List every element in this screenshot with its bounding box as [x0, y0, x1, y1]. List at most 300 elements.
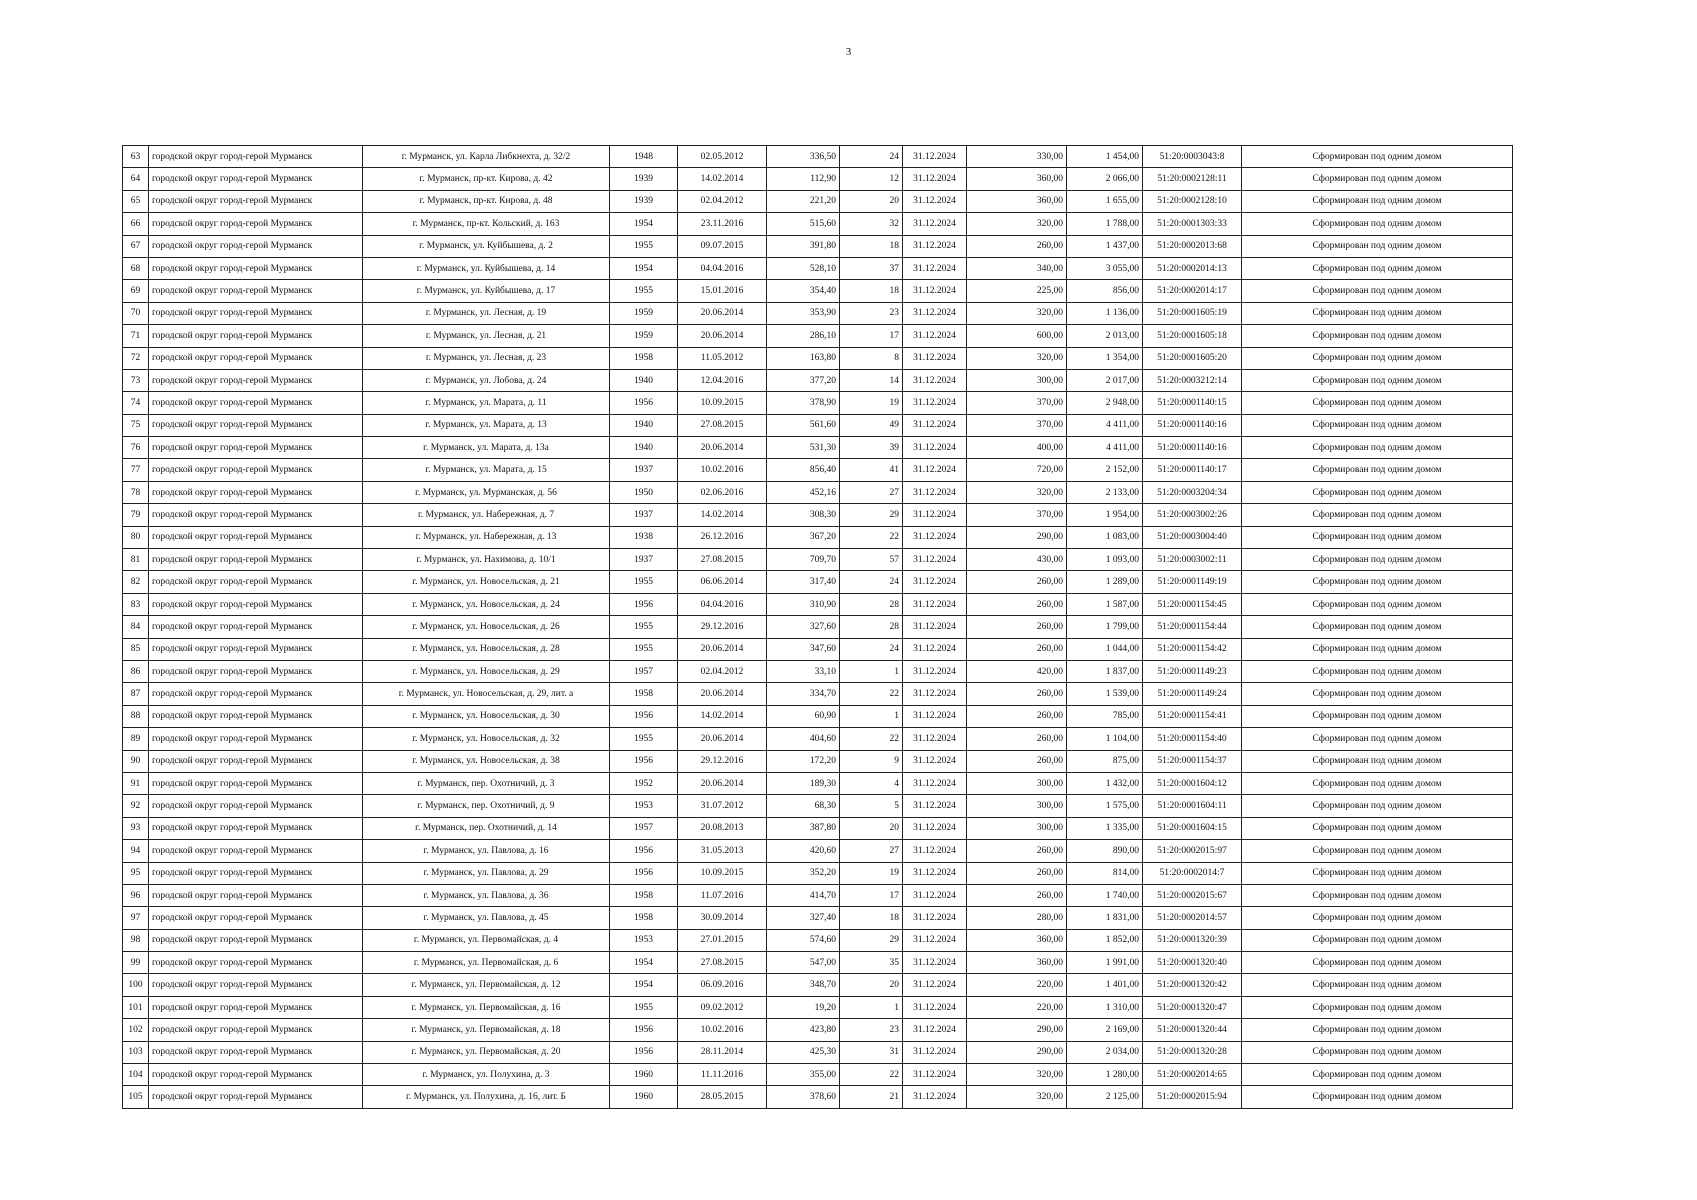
decision-date-cell: 20.06.2014	[678, 437, 767, 459]
land-area-cell: 1 587,00	[1067, 593, 1143, 615]
table-row	[123, 347, 1513, 369]
cadastral-number-cell: 51:20:0002128:11	[1143, 168, 1242, 190]
value-cell: 340,00	[967, 257, 1067, 279]
value-cell: 400,00	[967, 437, 1067, 459]
residents-count-cell: 21	[840, 1086, 903, 1108]
row-number: 63	[123, 146, 149, 168]
address-cell: г. Мурманск, ул. Новосельская, д. 32	[363, 728, 610, 750]
table-row	[123, 907, 1513, 929]
value-cell: 370,00	[967, 392, 1067, 414]
cadastral-number-cell: 51:20:0001154:40	[1143, 728, 1242, 750]
address-cell: г. Мурманск, ул. Новосельская, д. 30	[363, 705, 610, 727]
cadastral-number-cell: 51:20:0001604:15	[1143, 817, 1242, 839]
land-area-cell: 3 055,00	[1067, 257, 1143, 279]
cadastral-number-cell: 51:20:0002015:67	[1143, 884, 1242, 906]
table-row	[123, 1019, 1513, 1041]
row-number: 81	[123, 549, 149, 571]
residents-count-cell: 20	[840, 974, 903, 996]
address-cell: г. Мурманск, ул. Лесная, д. 19	[363, 302, 610, 324]
year-built-cell: 1954	[610, 974, 678, 996]
decision-date-cell: 02.04.2012	[678, 190, 767, 212]
decision-date-cell: 30.09.2014	[678, 907, 767, 929]
row-number: 78	[123, 481, 149, 503]
value-cell: 220,00	[967, 974, 1067, 996]
decision-date-cell: 10.09.2015	[678, 862, 767, 884]
land-area-cell: 1 831,00	[1067, 907, 1143, 929]
cadastral-number-cell: 51:20:0001303:33	[1143, 213, 1242, 235]
deadline-cell: 31.12.2024	[903, 168, 967, 190]
row-number: 84	[123, 616, 149, 638]
area-cell: 425,30	[767, 1041, 840, 1063]
row-number: 101	[123, 996, 149, 1018]
address-cell: г. Мурманск, ул. Новосельская, д. 29, лит. а	[363, 683, 610, 705]
row-number: 66	[123, 213, 149, 235]
land-area-cell: 1 575,00	[1067, 795, 1143, 817]
note-cell: Сформирован под одним домом	[1242, 257, 1513, 279]
land-area-cell: 4 411,00	[1067, 437, 1143, 459]
address-cell: г. Мурманск, ул. Лобова, д. 24	[363, 369, 610, 391]
value-cell: 360,00	[967, 952, 1067, 974]
table-row	[123, 660, 1513, 682]
cadastral-number-cell: 51:20:0001140:16	[1143, 414, 1242, 436]
value-cell: 290,00	[967, 1019, 1067, 1041]
land-area-cell: 890,00	[1067, 840, 1143, 862]
table-row	[123, 280, 1513, 302]
decision-date-cell: 14.02.2014	[678, 504, 767, 526]
note-cell: Сформирован под одним домом	[1242, 168, 1513, 190]
row-number: 90	[123, 750, 149, 772]
value-cell: 320,00	[967, 302, 1067, 324]
year-built-cell: 1954	[610, 952, 678, 974]
year-built-cell: 1956	[610, 750, 678, 772]
value-cell: 260,00	[967, 683, 1067, 705]
land-area-cell: 2 017,00	[1067, 369, 1143, 391]
area-cell: 367,20	[767, 526, 840, 548]
address-cell: г. Мурманск, ул. Первомайская, д. 12	[363, 974, 610, 996]
note-cell: Сформирован под одним домом	[1242, 571, 1513, 593]
residents-count-cell: 19	[840, 392, 903, 414]
value-cell: 360,00	[967, 168, 1067, 190]
residents-count-cell: 39	[840, 437, 903, 459]
address-cell: г. Мурманск, ул. Марата, д. 15	[363, 459, 610, 481]
decision-date-cell: 20.06.2014	[678, 302, 767, 324]
municipality-cell: городской округ город-герой Мурманск	[149, 996, 363, 1018]
note-cell: Сформирован под одним домом	[1242, 280, 1513, 302]
year-built-cell: 1937	[610, 459, 678, 481]
residents-count-cell: 29	[840, 929, 903, 951]
cadastral-number-cell: 51:20:0002014:57	[1143, 907, 1242, 929]
year-built-cell: 1954	[610, 257, 678, 279]
decision-date-cell: 29.12.2016	[678, 616, 767, 638]
year-built-cell: 1955	[610, 996, 678, 1018]
address-cell: г. Мурманск, ул. Первомайская, д. 18	[363, 1019, 610, 1041]
municipality-cell: городской округ город-герой Мурманск	[149, 257, 363, 279]
table-row	[123, 571, 1513, 593]
address-cell: г. Мурманск, ул. Полухина, д. 3	[363, 1064, 610, 1086]
deadline-cell: 31.12.2024	[903, 593, 967, 615]
residents-count-cell: 27	[840, 840, 903, 862]
municipality-cell: городской округ город-герой Мурманск	[149, 1041, 363, 1063]
note-cell: Сформирован под одним домом	[1242, 481, 1513, 503]
table-row	[123, 1064, 1513, 1086]
cadastral-number-cell: 51:20:0003204:34	[1143, 481, 1242, 503]
residents-count-cell: 23	[840, 1019, 903, 1041]
row-number: 67	[123, 235, 149, 257]
residents-count-cell: 24	[840, 146, 903, 168]
row-number: 85	[123, 638, 149, 660]
decision-date-cell: 09.02.2012	[678, 996, 767, 1018]
area-cell: 856,40	[767, 459, 840, 481]
residents-count-cell: 9	[840, 750, 903, 772]
note-cell: Сформирован под одним домом	[1242, 795, 1513, 817]
cadastral-number-cell: 51:20:0002014:13	[1143, 257, 1242, 279]
municipality-cell: городской округ город-герой Мурманск	[149, 504, 363, 526]
decision-date-cell: 27.08.2015	[678, 549, 767, 571]
land-area-cell: 1 991,00	[1067, 952, 1143, 974]
note-cell: Сформирован под одним домом	[1242, 817, 1513, 839]
decision-date-cell: 28.05.2015	[678, 1086, 767, 1108]
year-built-cell: 1956	[610, 1019, 678, 1041]
year-built-cell: 1939	[610, 168, 678, 190]
value-cell: 720,00	[967, 459, 1067, 481]
residents-count-cell: 18	[840, 280, 903, 302]
value-cell: 320,00	[967, 213, 1067, 235]
deadline-cell: 31.12.2024	[903, 571, 967, 593]
municipality-cell: городской округ город-герой Мурманск	[149, 549, 363, 571]
deadline-cell: 31.12.2024	[903, 481, 967, 503]
note-cell: Сформирован под одним домом	[1242, 437, 1513, 459]
municipality-cell: городской округ город-герой Мурманск	[149, 817, 363, 839]
cadastral-number-cell: 51:20:0001605:18	[1143, 325, 1242, 347]
decision-date-cell: 31.05.2013	[678, 840, 767, 862]
year-built-cell: 1940	[610, 369, 678, 391]
year-built-cell: 1954	[610, 213, 678, 235]
deadline-cell: 31.12.2024	[903, 1064, 967, 1086]
value-cell: 370,00	[967, 414, 1067, 436]
cadastral-number-cell: 51:20:0001140:16	[1143, 437, 1242, 459]
residents-count-cell: 57	[840, 549, 903, 571]
decision-date-cell: 14.02.2014	[678, 168, 767, 190]
value-cell: 300,00	[967, 369, 1067, 391]
cadastral-number-cell: 51:20:0001154:45	[1143, 593, 1242, 615]
land-area-cell: 1 044,00	[1067, 638, 1143, 660]
land-area-cell: 1 310,00	[1067, 996, 1143, 1018]
year-built-cell: 1957	[610, 817, 678, 839]
land-area-cell: 1 837,00	[1067, 660, 1143, 682]
municipality-cell: городской округ город-герой Мурманск	[149, 146, 363, 168]
decision-date-cell: 27.08.2015	[678, 952, 767, 974]
decision-date-cell: 04.04.2016	[678, 593, 767, 615]
residents-count-cell: 35	[840, 952, 903, 974]
residents-count-cell: 1	[840, 996, 903, 1018]
row-number: 99	[123, 952, 149, 974]
cadastral-number-cell: 51:20:0002014:17	[1143, 280, 1242, 302]
cadastral-number-cell: 51:20:0001320:39	[1143, 929, 1242, 951]
note-cell: Сформирован под одним домом	[1242, 996, 1513, 1018]
note-cell: Сформирован под одним домом	[1242, 862, 1513, 884]
address-cell: г. Мурманск, ул. Первомайская, д. 20	[363, 1041, 610, 1063]
deadline-cell: 31.12.2024	[903, 190, 967, 212]
municipality-cell: городской округ город-герой Мурманск	[149, 325, 363, 347]
year-built-cell: 1938	[610, 526, 678, 548]
area-cell: 308,30	[767, 504, 840, 526]
note-cell: Сформирован под одним домом	[1242, 929, 1513, 951]
row-number: 75	[123, 414, 149, 436]
address-cell: г. Мурманск, пер. Охотничий, д. 14	[363, 817, 610, 839]
row-number: 70	[123, 302, 149, 324]
row-number: 71	[123, 325, 149, 347]
row-number: 68	[123, 257, 149, 279]
address-cell: г. Мурманск, пр-кт. Кирова, д. 42	[363, 168, 610, 190]
deadline-cell: 31.12.2024	[903, 683, 967, 705]
year-built-cell: 1956	[610, 705, 678, 727]
decision-date-cell: 27.01.2015	[678, 929, 767, 951]
residents-count-cell: 22	[840, 728, 903, 750]
municipality-cell: городской округ город-герой Мурманск	[149, 683, 363, 705]
year-built-cell: 1958	[610, 347, 678, 369]
area-cell: 352,20	[767, 862, 840, 884]
year-built-cell: 1958	[610, 907, 678, 929]
municipality-cell: городской округ город-герой Мурманск	[149, 616, 363, 638]
residents-count-cell: 18	[840, 907, 903, 929]
land-area-cell: 1 083,00	[1067, 526, 1143, 548]
decision-date-cell: 10.09.2015	[678, 392, 767, 414]
residents-count-cell: 23	[840, 302, 903, 324]
cadastral-number-cell: 51:20:0003004:40	[1143, 526, 1242, 548]
area-cell: 353,90	[767, 302, 840, 324]
residents-count-cell: 18	[840, 235, 903, 257]
deadline-cell: 31.12.2024	[903, 1019, 967, 1041]
year-built-cell: 1955	[610, 616, 678, 638]
cadastral-number-cell: 51:20:0001154:42	[1143, 638, 1242, 660]
area-cell: 414,70	[767, 884, 840, 906]
row-number: 93	[123, 817, 149, 839]
note-cell: Сформирован под одним домом	[1242, 190, 1513, 212]
municipality-cell: городской округ город-герой Мурманск	[149, 862, 363, 884]
decision-date-cell: 20.08.2013	[678, 817, 767, 839]
land-area-cell: 1 852,00	[1067, 929, 1143, 951]
value-cell: 370,00	[967, 504, 1067, 526]
year-built-cell: 1960	[610, 1064, 678, 1086]
residents-count-cell: 27	[840, 481, 903, 503]
municipality-cell: городской округ город-герой Мурманск	[149, 190, 363, 212]
row-number: 76	[123, 437, 149, 459]
year-built-cell: 1959	[610, 302, 678, 324]
value-cell: 330,00	[967, 146, 1067, 168]
land-area-cell: 1 289,00	[1067, 571, 1143, 593]
land-area-cell: 2 152,00	[1067, 459, 1143, 481]
cadastral-number-cell: 51:20:0002015:97	[1143, 840, 1242, 862]
residents-count-cell: 32	[840, 213, 903, 235]
cadastral-number-cell: 51:20:0001605:19	[1143, 302, 1242, 324]
year-built-cell: 1940	[610, 414, 678, 436]
row-number: 74	[123, 392, 149, 414]
address-cell: г. Мурманск, ул. Новосельская, д. 24	[363, 593, 610, 615]
value-cell: 430,00	[967, 549, 1067, 571]
row-number: 64	[123, 168, 149, 190]
residents-count-cell: 19	[840, 862, 903, 884]
note-cell: Сформирован под одним домом	[1242, 1041, 1513, 1063]
land-area-cell: 2 034,00	[1067, 1041, 1143, 1063]
residents-count-cell: 17	[840, 325, 903, 347]
decision-date-cell: 26.12.2016	[678, 526, 767, 548]
row-number: 100	[123, 974, 149, 996]
deadline-cell: 31.12.2024	[903, 302, 967, 324]
deadline-cell: 31.12.2024	[903, 146, 967, 168]
area-cell: 404,60	[767, 728, 840, 750]
address-cell: г. Мурманск, ул. Марата, д. 13а	[363, 437, 610, 459]
deadline-cell: 31.12.2024	[903, 392, 967, 414]
year-built-cell: 1955	[610, 571, 678, 593]
residents-count-cell: 37	[840, 257, 903, 279]
decision-date-cell: 09.07.2015	[678, 235, 767, 257]
municipality-cell: городской округ город-герой Мурманск	[149, 414, 363, 436]
land-area-cell: 1 136,00	[1067, 302, 1143, 324]
note-cell: Сформирован под одним домом	[1242, 952, 1513, 974]
decision-date-cell: 11.05.2012	[678, 347, 767, 369]
cadastral-number-cell: 51:20:0001154:41	[1143, 705, 1242, 727]
decision-date-cell: 20.06.2014	[678, 772, 767, 794]
land-area-cell: 2 013,00	[1067, 325, 1143, 347]
table-row	[123, 1086, 1513, 1108]
address-cell: г. Мурманск, ул. Новосельская, д. 21	[363, 571, 610, 593]
land-area-cell: 1 655,00	[1067, 190, 1143, 212]
row-number: 94	[123, 840, 149, 862]
cadastral-number-cell: 51:20:0003002:26	[1143, 504, 1242, 526]
decision-date-cell: 31.07.2012	[678, 795, 767, 817]
area-cell: 574,60	[767, 929, 840, 951]
value-cell: 360,00	[967, 190, 1067, 212]
decision-date-cell: 20.06.2014	[678, 638, 767, 660]
deadline-cell: 31.12.2024	[903, 929, 967, 951]
land-area-cell: 875,00	[1067, 750, 1143, 772]
area-cell: 334,70	[767, 683, 840, 705]
area-cell: 378,90	[767, 392, 840, 414]
municipality-cell: городской округ город-герой Мурманск	[149, 1064, 363, 1086]
cadastral-number-cell: 51:20:0001320:40	[1143, 952, 1242, 974]
deadline-cell: 31.12.2024	[903, 325, 967, 347]
year-built-cell: 1956	[610, 862, 678, 884]
land-area-cell: 1 454,00	[1067, 146, 1143, 168]
decision-date-cell: 15.01.2016	[678, 280, 767, 302]
cadastral-number-cell: 51:20:0001154:44	[1143, 616, 1242, 638]
municipality-cell: городской округ город-герой Мурманск	[149, 884, 363, 906]
row-number: 73	[123, 369, 149, 391]
table-row	[123, 884, 1513, 906]
value-cell: 320,00	[967, 1064, 1067, 1086]
residents-count-cell: 28	[840, 616, 903, 638]
year-built-cell: 1937	[610, 504, 678, 526]
area-cell: 531,30	[767, 437, 840, 459]
value-cell: 290,00	[967, 1041, 1067, 1063]
cadastral-number-cell: 51:20:0002015:94	[1143, 1086, 1242, 1108]
table-row	[123, 750, 1513, 772]
value-cell: 420,00	[967, 660, 1067, 682]
cadastral-number-cell: 51:20:0001154:37	[1143, 750, 1242, 772]
deadline-cell: 31.12.2024	[903, 1086, 967, 1108]
land-area-cell: 1 093,00	[1067, 549, 1143, 571]
note-cell: Сформирован под одним домом	[1242, 1064, 1513, 1086]
deadline-cell: 31.12.2024	[903, 772, 967, 794]
note-cell: Сформирован под одним домом	[1242, 593, 1513, 615]
note-cell: Сформирован под одним домом	[1242, 974, 1513, 996]
value-cell: 260,00	[967, 728, 1067, 750]
note-cell: Сформирован под одним домом	[1242, 146, 1513, 168]
row-number: 83	[123, 593, 149, 615]
table-row	[123, 728, 1513, 750]
row-number: 69	[123, 280, 149, 302]
table-row	[123, 974, 1513, 996]
municipality-cell: городской округ город-герой Мурманск	[149, 795, 363, 817]
row-number: 79	[123, 504, 149, 526]
value-cell: 260,00	[967, 593, 1067, 615]
note-cell: Сформирован под одним домом	[1242, 750, 1513, 772]
decision-date-cell: 20.06.2014	[678, 728, 767, 750]
value-cell: 225,00	[967, 280, 1067, 302]
row-number: 95	[123, 862, 149, 884]
address-cell: г. Мурманск, ул. Марата, д. 11	[363, 392, 610, 414]
page-number: 3	[845, 46, 852, 58]
table-row	[123, 302, 1513, 324]
municipality-cell: городской округ город-герой Мурманск	[149, 280, 363, 302]
table-row	[123, 795, 1513, 817]
table-row	[123, 817, 1513, 839]
land-area-cell: 1 280,00	[1067, 1064, 1143, 1086]
table-row	[123, 414, 1513, 436]
residents-count-cell: 29	[840, 504, 903, 526]
decision-date-cell: 10.02.2016	[678, 1019, 767, 1041]
address-cell: г. Мурманск, ул. Новосельская, д. 28	[363, 638, 610, 660]
decision-date-cell: 10.02.2016	[678, 459, 767, 481]
value-cell: 260,00	[967, 750, 1067, 772]
deadline-cell: 31.12.2024	[903, 728, 967, 750]
deadline-cell: 31.12.2024	[903, 257, 967, 279]
municipality-cell: городской округ город-герой Мурманск	[149, 705, 363, 727]
value-cell: 260,00	[967, 571, 1067, 593]
cadastral-number-cell: 51:20:0001140:15	[1143, 392, 1242, 414]
cadastral-number-cell: 51:20:0001149:19	[1143, 571, 1242, 593]
value-cell: 260,00	[967, 616, 1067, 638]
municipality-cell: городской округ город-герой Мурманск	[149, 459, 363, 481]
year-built-cell: 1956	[610, 392, 678, 414]
cadastral-number-cell: 51:20:0001149:23	[1143, 660, 1242, 682]
year-built-cell: 1957	[610, 660, 678, 682]
row-number: 80	[123, 526, 149, 548]
deadline-cell: 31.12.2024	[903, 817, 967, 839]
value-cell: 300,00	[967, 817, 1067, 839]
municipality-cell: городской округ город-герой Мурманск	[149, 302, 363, 324]
row-number: 77	[123, 459, 149, 481]
address-cell: г. Мурманск, ул. Новосельская, д. 38	[363, 750, 610, 772]
row-number: 82	[123, 571, 149, 593]
land-area-cell: 2 125,00	[1067, 1086, 1143, 1108]
row-number: 104	[123, 1064, 149, 1086]
cadastral-number-cell: 51:20:0002014:7	[1143, 862, 1242, 884]
year-built-cell: 1960	[610, 1086, 678, 1108]
municipality-cell: городской округ город-герой Мурманск	[149, 728, 363, 750]
land-area-cell: 4 411,00	[1067, 414, 1143, 436]
table-body	[123, 146, 1513, 1109]
address-cell: г. Мурманск, ул. Марата, д. 13	[363, 414, 610, 436]
residents-count-cell: 1	[840, 705, 903, 727]
table-row	[123, 929, 1513, 951]
note-cell: Сформирован под одним домом	[1242, 369, 1513, 391]
area-cell: 286,10	[767, 325, 840, 347]
residents-count-cell: 41	[840, 459, 903, 481]
note-cell: Сформирован под одним домом	[1242, 660, 1513, 682]
table-row	[123, 437, 1513, 459]
table-row	[123, 549, 1513, 571]
